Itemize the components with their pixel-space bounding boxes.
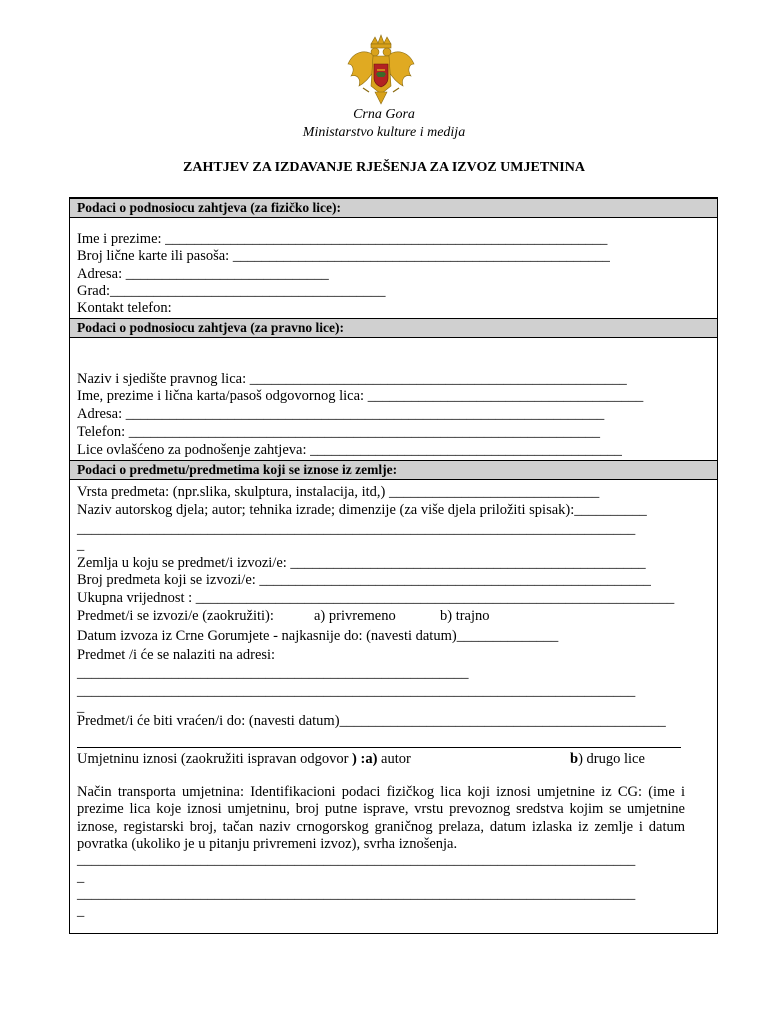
- field-naziv-djela-line[interactable]: _____________________________________________________________________________: [77, 521, 636, 537]
- field-vrsta-predmeta[interactable]: Vrsta predmeta: (npr.slika, skulptura, instalacija, itd,) _____________________________: [77, 484, 600, 500]
- ministry-name: Ministarstvo kulture i medija: [302, 125, 466, 140]
- line-remainder: _: [77, 537, 85, 553]
- section-header-fizicko: Podaci o podnosiocu zahtjeva (za fizičko lice):: [70, 198, 717, 218]
- section-header-pravno: Podaci o podnosiocu zahtjeva (za pravno lice):: [70, 318, 717, 338]
- option-autor[interactable]: autor: [377, 751, 411, 767]
- field-broj-predmeta[interactable]: Broj predmeta koji se izvozi/e: ______________________________________________________: [77, 572, 651, 588]
- field-grad[interactable]: Grad:______________________________________: [77, 283, 386, 299]
- field-drugo-lice[interactable]: [570, 751, 645, 768]
- field-adresa[interactable]: Adresa: ____________________________: [77, 266, 329, 282]
- field-naziv-pravnog-lica[interactable]: Naziv i sjedište pravnog lica: ____________________________________________________: [77, 371, 627, 387]
- field-datum-izvoza[interactable]: Datum izvoza iz Crne Gorumjete - najkasnije do: (navesti datum)______________: [77, 628, 559, 644]
- line-remainder: _: [77, 869, 85, 885]
- application-form: [69, 197, 718, 934]
- montenegro-coat-of-arms-icon: [345, 34, 417, 108]
- document-title: ZAHTJEV ZA IZDAVANJE RJEŠENJA ZA IZVOZ UMJETNINA: [183, 160, 585, 175]
- field-naziv-djela[interactable]: Naziv autorskog djela; autor; tehnika izrade; dimenzije (za više djela priložiti spisak):__________: [77, 502, 647, 518]
- field-zemlja[interactable]: Zemlja u koju se predmet/i izvozi/e: _________________________________________________: [77, 555, 646, 571]
- label-umjetninu-iznosi: Umjetninu iznosi (zaokružiti ispravan odgovor: [77, 751, 349, 767]
- field-datum-povratka[interactable]: Predmet/i će biti vraćen/i do: (navesti datum)_____________________________________________: [77, 713, 666, 729]
- option-drugo-lice[interactable]: ) drugo lice: [578, 751, 645, 767]
- field-adresa-predmeta-line[interactable]: _____________________________________________________________________________: [77, 683, 636, 699]
- field-kontakt-telefon[interactable]: Kontakt telefon:: [77, 300, 172, 316]
- option-privremeno[interactable]: a) privremeno: [314, 608, 396, 624]
- option-b-marker[interactable]: b: [570, 751, 579, 767]
- field-ovlasceno-lice[interactable]: Lice ovlašćeno za podnošenje zahtjeva: ___________________________________________: [77, 442, 622, 458]
- transport-instructions: Način transporta umjetnina: Identifikacioni podaci fizičkog lica koji iznosi umjetnine iz CG: (ime i prezime lica koje iznosi umjetninu, broj putne isprave, vrstu prevoznog sredstva kojim se umjetnine iznose, registarski broj, tačan naziv crnogorskog graničnog prelaza, datum izlaska iz zemlje i datum povratka (ukoliko je u pitanju privremeni izvoz), svrha iznošenja.: [77, 784, 685, 852]
- field-odgovorno-lice[interactable]: Ime, prezime i lična karta/pasoš odgovornog lica: ______________________________________: [77, 388, 644, 404]
- field-broj-licne-karte[interactable]: Broj lične karte ili pasoša: ____________________________________________________: [77, 248, 610, 264]
- section-header-predmet: Podaci o predmetu/predmetima koji se iznose iz zemlje:: [70, 460, 717, 480]
- line-remainder: _: [77, 699, 85, 715]
- field-ukupna-vrijednost[interactable]: Ukupna vrijednost : __________________________________________________________________: [77, 590, 675, 606]
- field-ime-prezime[interactable]: Ime i prezime: _____________________________________________________________: [77, 231, 608, 247]
- field-transport-line-2[interactable]: _____________________________________________________________________________: [77, 886, 636, 902]
- option-a-marker[interactable]: ) :a): [348, 751, 378, 767]
- divider: [77, 747, 681, 748]
- option-trajno[interactable]: b) trajno: [440, 608, 490, 624]
- line-remainder: _: [77, 903, 85, 919]
- field-umjetninu-iznosi: [77, 751, 411, 768]
- field-adresa-pravno[interactable]: Adresa: __________________________________________________________________: [77, 406, 605, 422]
- field-transport-line-1[interactable]: _____________________________________________________________________________: [77, 852, 636, 868]
- label-adresa-predmeta: Predmet /i će se nalaziti na adresi:: [77, 647, 276, 663]
- country-name: Crna Gora: [353, 107, 415, 122]
- field-adresa-predmeta[interactable]: ______________________________________________________: [77, 665, 469, 681]
- label-izvoz: Predmet/i se izvozi/e (zaokružiti):: [77, 608, 274, 624]
- field-telefon-pravno[interactable]: Telefon: _________________________________________________________________: [77, 424, 600, 440]
